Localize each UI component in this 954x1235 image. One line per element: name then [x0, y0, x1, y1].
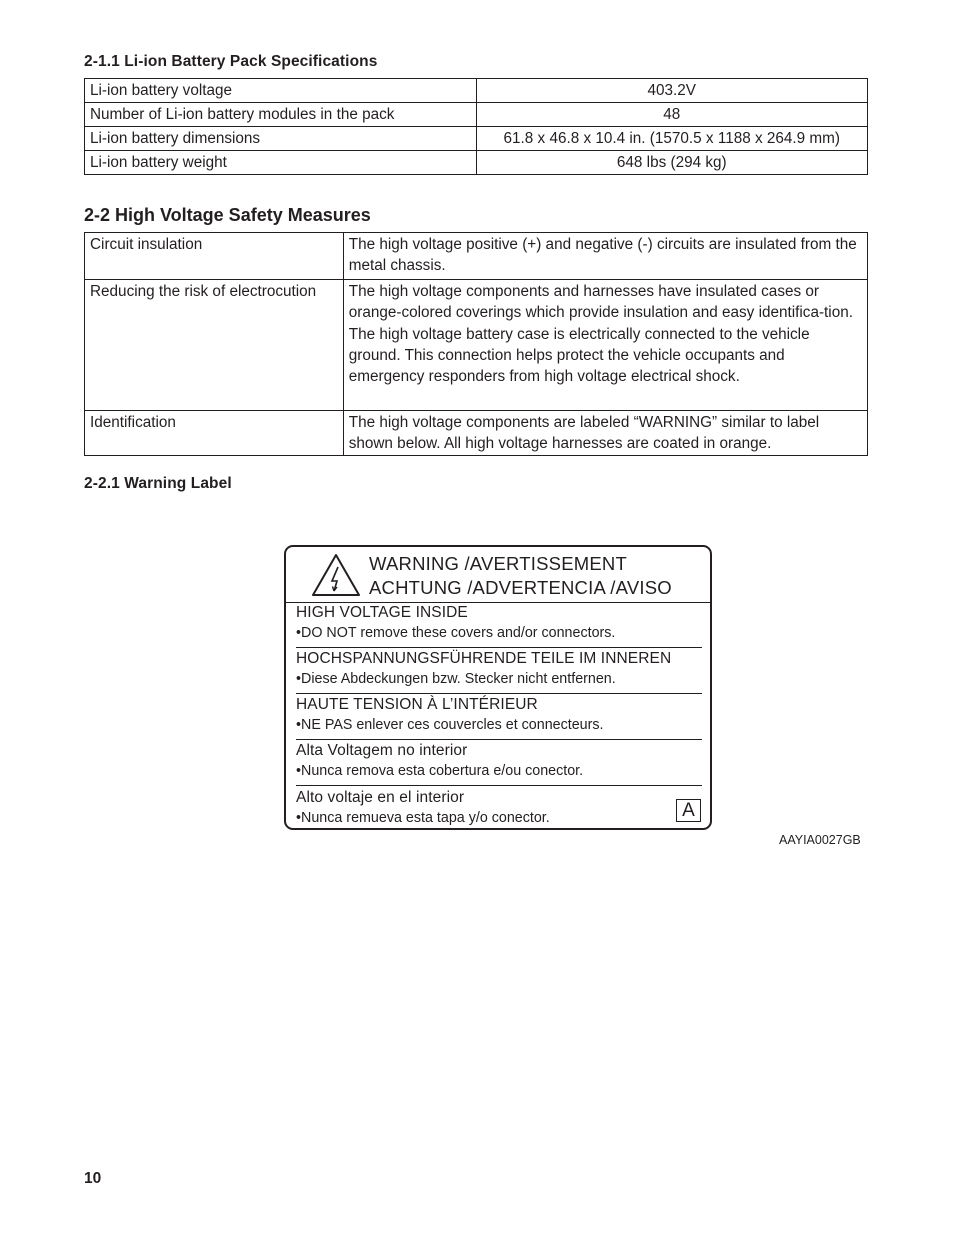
- table-row: [85, 280, 868, 411]
- description-paragraph: The high voltage components and harnesses have insulated cases or orange-colored coverings which provide insulation and easy identifica-tion.: [348, 283, 853, 321]
- warning-label: [284, 545, 712, 830]
- high-voltage-triangle-icon: [310, 552, 362, 598]
- label-variant-badge: A: [676, 799, 701, 822]
- table-row: [85, 127, 868, 151]
- safety-description: [343, 411, 867, 456]
- table-row: [85, 233, 868, 280]
- section-title: Alto voltaje en el interior: [296, 789, 465, 806]
- section-title: HAUTE TENSION À L’INTÉRIEUR: [296, 696, 538, 713]
- spec-value: 648 lbs (294 kg): [476, 151, 867, 175]
- section-text: •Nunca remueva esta tapa y/o conector.: [296, 810, 550, 826]
- section-title: HIGH VOLTAGE INSIDE: [296, 604, 468, 621]
- spec-value: 48: [476, 103, 867, 127]
- safety-description: [343, 233, 867, 280]
- warning-section-en: [296, 602, 702, 648]
- section-text: •NE PAS enlever ces couvercles et connecteurs.: [296, 717, 604, 733]
- spec-label: Li-ion battery voltage: [85, 79, 477, 103]
- safety-table: [84, 232, 868, 456]
- safety-description: [343, 280, 867, 411]
- safety-label: Identification: [85, 411, 344, 456]
- description-paragraph: The high voltage components are labeled “WARNING” similar to label shown below. All high voltage harnesses are coated in orange.: [348, 414, 820, 452]
- warning-section-de: [296, 648, 702, 694]
- section-title: Alta Voltagem no interior: [296, 742, 468, 759]
- page-number: 10: [84, 1170, 102, 1187]
- warning-label-header: [286, 547, 710, 603]
- warning-section-fr: [296, 694, 702, 740]
- warning-section-es: [296, 787, 702, 832]
- warning-title-line1: WARNING /AVERTISSEMENT: [369, 553, 627, 574]
- warning-section-pt: [296, 740, 702, 786]
- description-paragraph: The high voltage positive (+) and negative (-) circuits are insulated from the metal chassis.: [348, 236, 857, 274]
- table-row: [85, 151, 868, 175]
- figure-id: AAYIA0027GB: [779, 833, 861, 847]
- safety-label: Circuit insulation: [85, 233, 344, 280]
- spec-heading: 2-1.1 Li-ion Battery Pack Specifications: [84, 53, 378, 70]
- spec-table: [84, 78, 868, 175]
- warning-title-line2: ACHTUNG /ADVERTENCIA /AVISO: [369, 577, 672, 598]
- safety-label: Reducing the risk of electrocution: [85, 280, 344, 411]
- spec-label: Li-ion battery dimensions: [85, 127, 477, 151]
- table-row: [85, 103, 868, 127]
- section-title: HOCHSPANNUNGSFÜHRENDE TEILE IM INNEREN: [296, 650, 672, 667]
- description-paragraph: The high voltage battery case is electrically connected to the vehicle ground. This connection helps protect the vehicle occupants and emergency responders from high voltage electrical shock.: [348, 326, 810, 385]
- table-row: [85, 411, 868, 456]
- spec-label: Number of Li-ion battery modules in the pack: [85, 103, 477, 127]
- section-text: •Diese Abdeckungen bzw. Stecker nicht entfernen.: [296, 671, 616, 687]
- spec-value: 61.8 x 46.8 x 10.4 in. (1570.5 x 1188 x 264.9 mm): [476, 127, 867, 151]
- section-text: •Nunca remova esta cobertura e/ou conector.: [296, 763, 584, 779]
- safety-heading: 2-2 High Voltage Safety Measures: [84, 205, 371, 225]
- section-text: •DO NOT remove these covers and/or connectors.: [296, 625, 616, 641]
- spec-label: Li-ion battery weight: [85, 151, 477, 175]
- warning-label-heading: 2-2.1 Warning Label: [84, 475, 232, 492]
- spec-value: 403.2V: [476, 79, 867, 103]
- table-row: [85, 79, 868, 103]
